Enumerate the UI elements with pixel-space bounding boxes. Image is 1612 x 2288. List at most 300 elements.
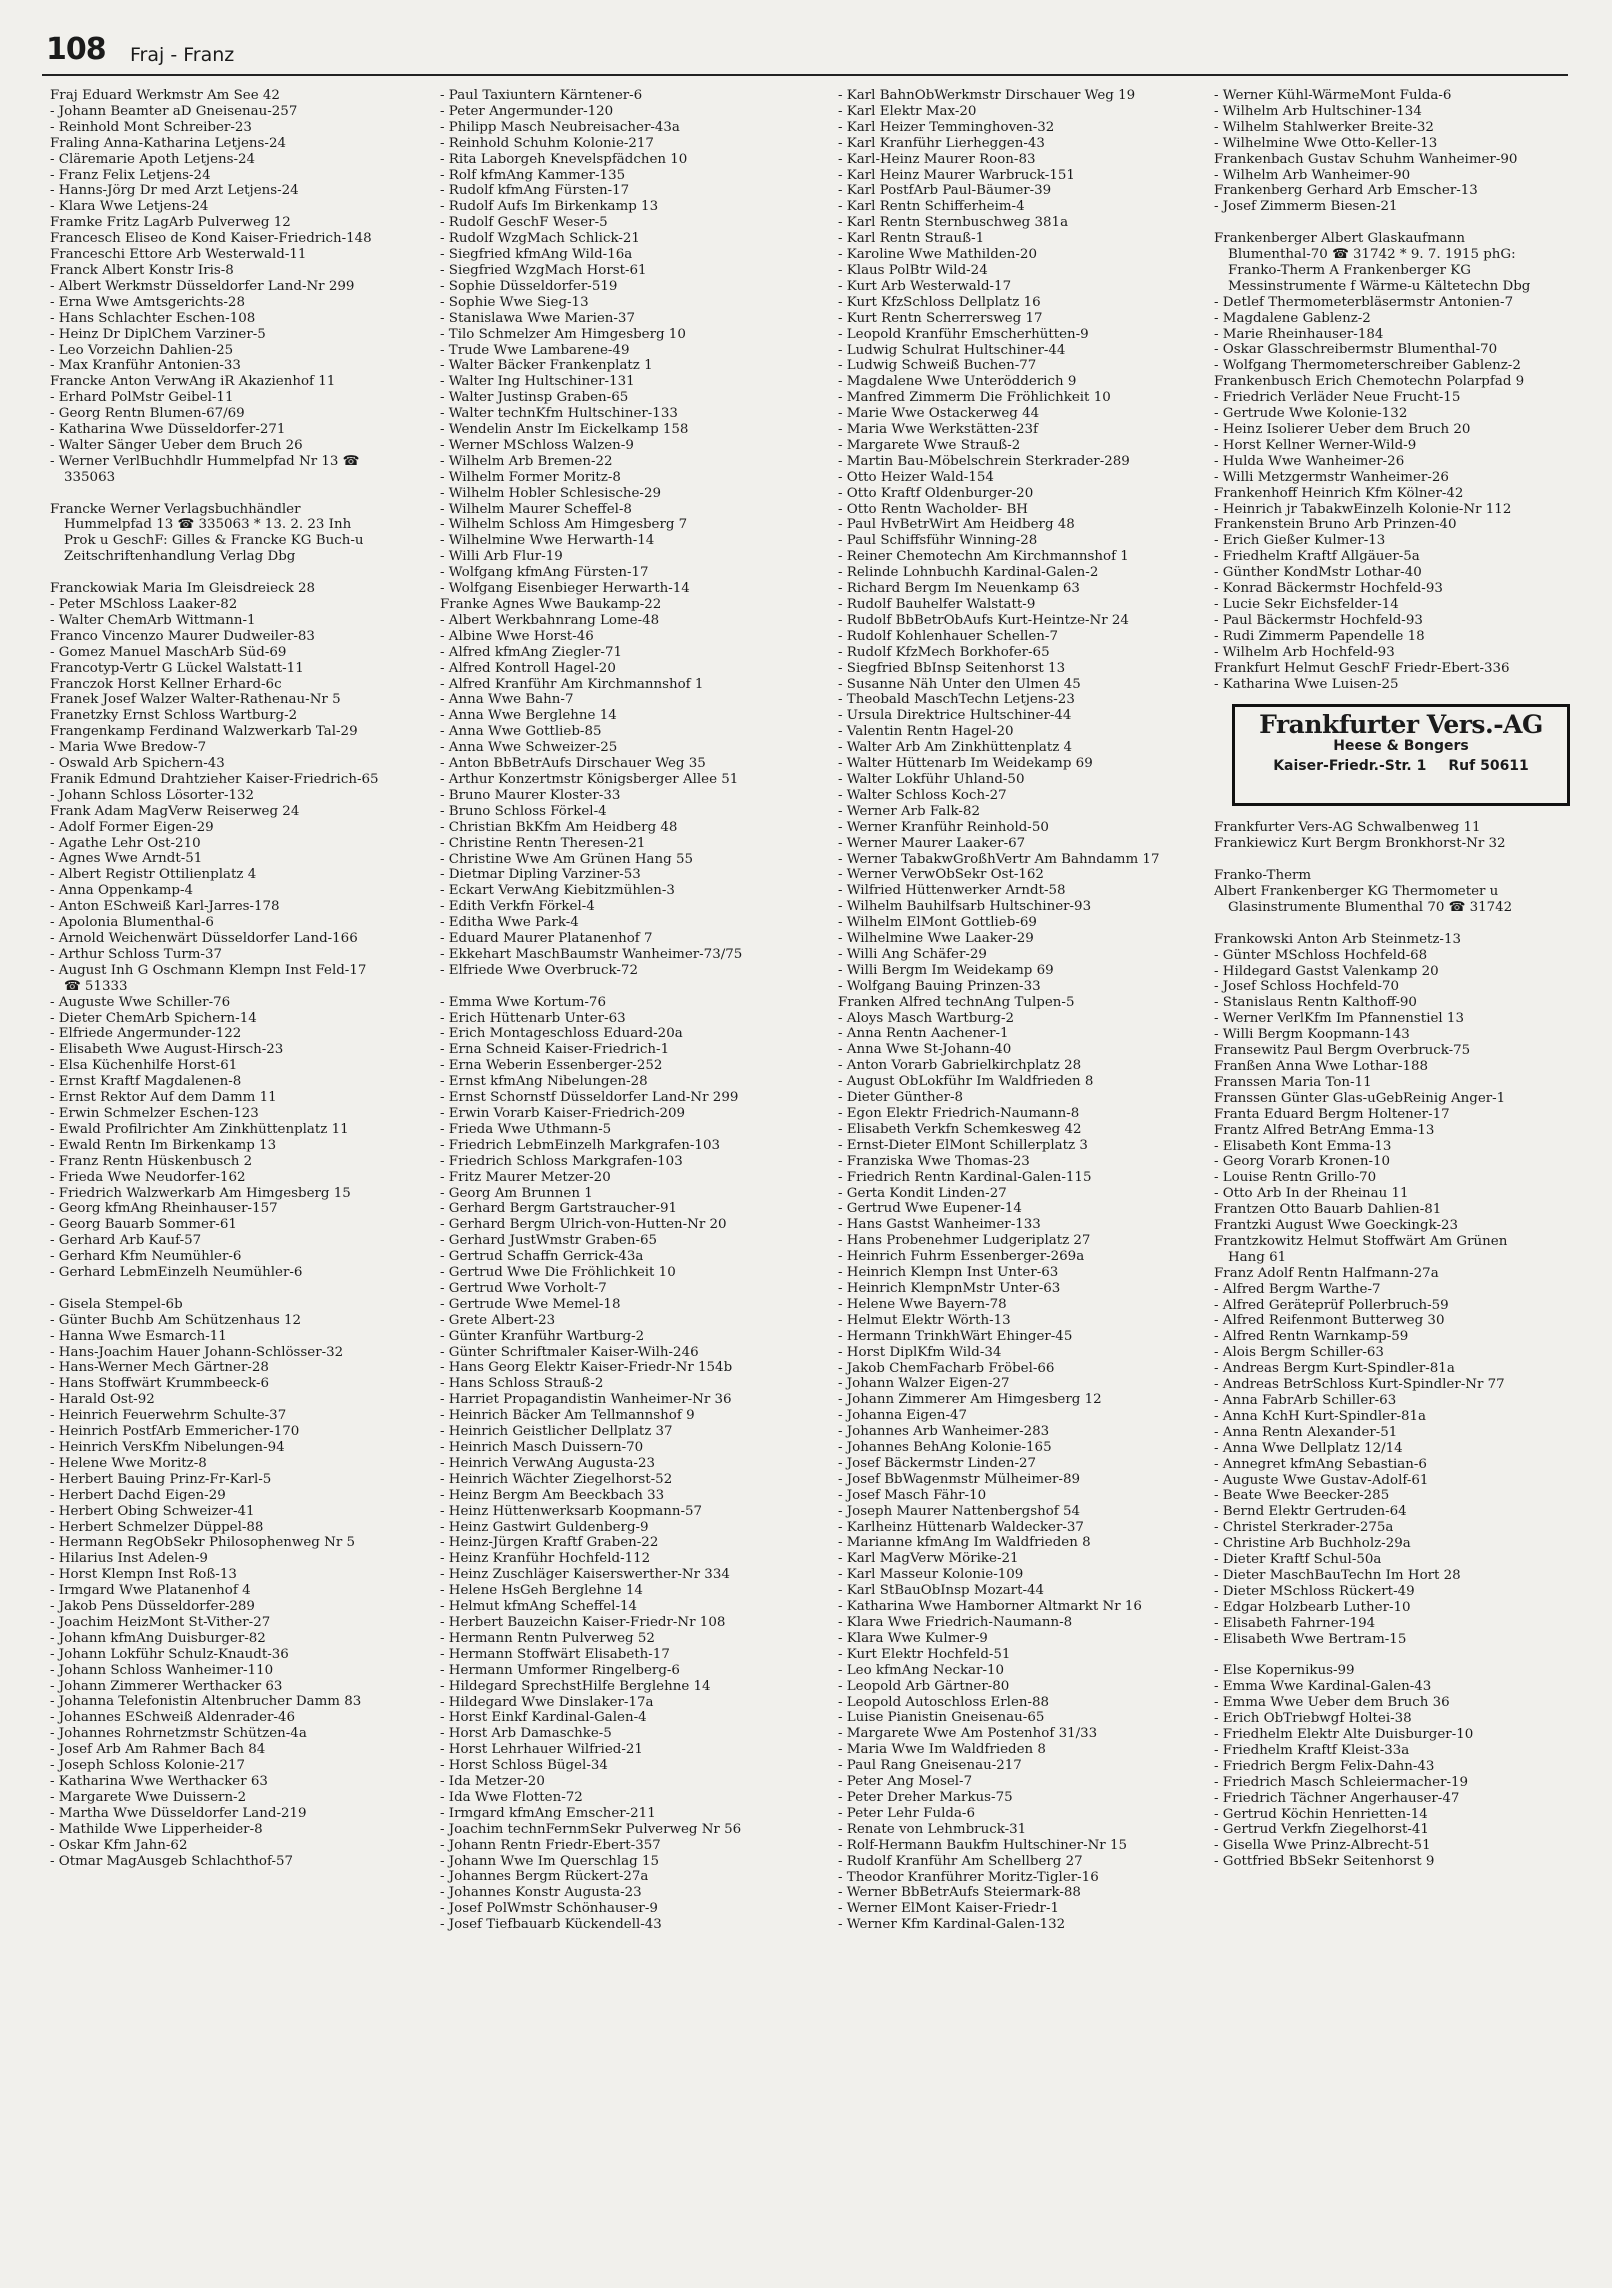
directory-entry: - Friedrich Verläder Neue Frucht-15: [1214, 390, 1546, 406]
spacer: [1214, 852, 1546, 868]
directory-entry: - Wilhelmine Wwe Otto-Keller-13: [1214, 136, 1546, 152]
directory-entry: - Joseph Schloss Kolonie-217: [50, 1758, 382, 1774]
directory-entry: - Gerhard Kfm Neumühler-6: [50, 1249, 382, 1265]
spacer: [1214, 1648, 1546, 1664]
directory-entry: - Johannes Arb Wanheimer-283: [838, 1424, 1170, 1440]
directory-entry: - Hermann Umformer Ringelberg-6: [440, 1663, 772, 1679]
directory-entry: - Paul Schiffsführ Winning-28: [838, 533, 1170, 549]
directory-entry: - Ludwig Schweiß Buchen-77: [838, 358, 1170, 374]
directory-entry: - Anna Wwe Bahn-7: [440, 692, 772, 708]
advert-subtitle: Heese & Bongers: [1333, 738, 1469, 755]
directory-entry: - Werner BbBetrAufs Steiermark-88: [838, 1885, 1170, 1901]
directory-entry: - Katharina Wwe Werthacker 63: [50, 1774, 382, 1790]
directory-entry: - Peter Angermunder-120: [440, 104, 772, 120]
directory-entry: - Franziska Wwe Thomas-23: [838, 1154, 1170, 1170]
directory-entry: - Helene Wwe Bayern-78: [838, 1297, 1170, 1313]
directory-entry: - Rudolf Aufs Im Birkenkamp 13: [440, 199, 772, 215]
directory-entry: - Frieda Wwe Uthmann-5: [440, 1122, 772, 1138]
directory-entry: Franssen Maria Ton-11: [1214, 1074, 1372, 1090]
directory-entry: - Theobald MaschTechn Letjens-23: [838, 692, 1170, 708]
directory-entry: - Helmut Elektr Wörth-13: [838, 1313, 1170, 1329]
directory-entry: - Gerta Kondit Linden-27: [838, 1186, 1170, 1202]
directory-entry: - Andreas BetrSchloss Kurt-Spindler-Nr 77: [1214, 1377, 1546, 1393]
directory-entry: - Hans-Joachim Hauer Johann-Schlösser-32: [50, 1345, 382, 1361]
directory-entry: Frantzen Otto Bauarb Dahlien-81: [1214, 1202, 1442, 1218]
directory-entry: - Sophie Wwe Sieg-13: [440, 295, 772, 311]
directory-entry: - Klara Wwe Letjens-24: [50, 199, 382, 215]
directory-entry: - Alfred kfmAng Ziegler-71: [440, 645, 772, 661]
directory-entry: - Hanna Wwe Esmarch-11: [50, 1329, 382, 1345]
directory-entry: - Wilhelm Schloss Am Himgesberg 7: [440, 517, 772, 533]
directory-entry: - Oskar Glasschreibermstr Blumenthal-70: [1214, 342, 1546, 358]
directory-entry: Franetzky Ernst Schloss Wartburg-2: [50, 708, 298, 724]
directory-entry: - Wilhelm Arb Wanheimer-90: [1214, 168, 1546, 184]
directory-entry: Frantz Alfred BetrAng Emma-13: [1214, 1122, 1435, 1138]
directory-entry: - Rudolf Kohlenhauer Schellen-7: [838, 629, 1170, 645]
directory-entry: - Wilhelmine Wwe Laaker-29: [838, 931, 1170, 947]
directory-entry: - Rudolf Bauhelfer Walstatt-9: [838, 597, 1170, 613]
directory-entry: - Stanislaus Rentn Kalthoff-90: [1214, 995, 1546, 1011]
directory-entry: - Martin Bau-Möbelschrein Sterkrader-289: [838, 454, 1170, 470]
directory-entry: - Emma Wwe Kardinal-Galen-43: [1214, 1679, 1546, 1695]
directory-entry: Franck Albert Konstr Iris-8: [50, 262, 234, 278]
directory-entry: - Karl Rentn Schifferheim-4: [838, 199, 1170, 215]
directory-entry: - Christian BkKfm Am Heidberg 48: [440, 820, 772, 836]
directory-entry: - Detlef Thermometerbläsermstr Antonien-7: [1214, 295, 1546, 311]
directory-entry: Frankiewicz Kurt Bergm Bronkhorst-Nr 32: [1214, 836, 1506, 852]
directory-entry: - Karl StBauObInsp Mozart-44: [838, 1583, 1170, 1599]
directory-entry: - Peter Ang Mosel-7: [838, 1774, 1170, 1790]
directory-entry: - Johannes Konstr Augusta-23: [440, 1885, 772, 1901]
directory-entry: - Josef Schloss Hochfeld-70: [1214, 979, 1546, 995]
directory-entry: Frankfurter Vers-AG Schwalbenweg 11: [1214, 820, 1481, 836]
directory-entry: - Horst Klempn Inst Roß-13: [50, 1567, 382, 1583]
directory-entry: - Karl MagVerw Mörike-21: [838, 1551, 1170, 1567]
directory-entry: - Erna Wwe Amtsgerichts-28: [50, 295, 382, 311]
directory-entry: - Horst Kellner Werner-Wild-9: [1214, 438, 1546, 454]
directory-entry: - Friedrich Bergm Felix-Dahn-43: [1214, 1759, 1546, 1775]
directory-entry: - Louise Rentn Grillo-70: [1214, 1170, 1546, 1186]
directory-entry: - Johann Walzer Eigen-27: [838, 1376, 1170, 1392]
directory-entry: - Werner VerwObSekr Ost-162: [838, 867, 1170, 883]
directory-entry: - Katharina Wwe Hamborner Altmarkt Nr 16: [838, 1599, 1170, 1615]
directory-entry: - Auguste Wwe Gustav-Adolf-61: [1214, 1473, 1546, 1489]
directory-entry: Franz Adolf Rentn Halfmann-27a: [1214, 1265, 1439, 1281]
directory-entry: - Josef Tiefbauarb Kückendell-43: [440, 1917, 772, 1933]
directory-entry: - Karlheinz Hüttenarb Waldecker-37: [838, 1520, 1170, 1536]
directory-entry: - Erich Gießer Kulmer-13: [1214, 533, 1546, 549]
directory-entry: - Werner Kranführ Reinhold-50: [838, 820, 1170, 836]
directory-entry: - Hermann Stoffwärt Elisabeth-17: [440, 1647, 772, 1663]
directory-entry: - Rudolf Kranführ Am Schellberg 27: [838, 1854, 1170, 1870]
directory-entry: - Johann Wwe Im Querschlag 15: [440, 1854, 772, 1870]
directory-entry: - Ida Wwe Flotten-72: [440, 1790, 772, 1806]
directory-entry: - Karl BahnObWerkmstr Dirschauer Weg 19: [838, 88, 1170, 104]
directory-entry: - Edgar Holzbearb Luther-10: [1214, 1600, 1546, 1616]
directory-entry: - Editha Wwe Park-4: [440, 915, 772, 931]
directory-entry: - Georg Rentn Blumen-67/69: [50, 406, 382, 422]
advert-box: [1232, 704, 1570, 806]
directory-entry: - Maria Wwe Im Waldfrieden 8: [838, 1742, 1170, 1758]
directory-entry: - Hans-Werner Mech Gärtner-28: [50, 1360, 382, 1376]
directory-entry: - Leopold Arb Gärtner-80: [838, 1679, 1170, 1695]
directory-entry: - Friedrich LebmEinzelh Markgrafen-103: [440, 1138, 772, 1154]
directory-entry: - Konrad Bäckermstr Hochfeld-93: [1214, 581, 1546, 597]
directory-entry: - Marianne kfmAng Im Waldfrieden 8: [838, 1535, 1170, 1551]
directory-entry: - Werner ElMont Kaiser-Friedr-1: [838, 1901, 1170, 1917]
directory-entry: - Gottfried BbSekr Seitenhorst 9: [1214, 1854, 1546, 1870]
directory-entry: Frankowski Anton Arb Steinmetz-13: [1214, 931, 1461, 947]
directory-entry: - Günter Kranführ Wartburg-2: [440, 1329, 772, 1345]
directory-entry: - Karl Rentn Strauß-1: [838, 231, 1170, 247]
directory-entry: - Gertrude Wwe Memel-18: [440, 1297, 772, 1313]
column-4: [1214, 88, 1546, 1870]
directory-entry: - Andreas Bergm Kurt-Spindler-81a: [1214, 1361, 1546, 1377]
directory-entry: - Peter Dreher Markus-75: [838, 1790, 1170, 1806]
directory-entry: - Harald Ost-92: [50, 1392, 382, 1408]
directory-entry: - Arnold Weichenwärt Düsseldorfer Land-166: [50, 931, 382, 947]
directory-entry: - Martha Wwe Düsseldorfer Land-219: [50, 1806, 382, 1822]
directory-entry: - Maria Wwe Werkstätten-23f: [838, 422, 1170, 438]
directory-entry: - Heinrich Bäcker Am Tellmannshof 9: [440, 1408, 772, 1424]
directory-entry: Frank Adam MagVerw Reiserweg 24: [50, 803, 300, 819]
directory-entry: Framke Fritz LagArb Pulverweg 12: [50, 215, 291, 231]
directory-entry: - Lucie Sekr Eichsfelder-14: [1214, 597, 1546, 613]
directory-entry: - Gertrude Wwe Kolonie-132: [1214, 406, 1546, 422]
directory-entry: - Gertrud Verkfn Ziegelhorst-41: [1214, 1822, 1546, 1838]
directory-entry: - Emma Wwe Ueber dem Bruch 36: [1214, 1695, 1546, 1711]
directory-entry: - Heinz Isolierer Ueber dem Bruch 20: [1214, 422, 1546, 438]
directory-entry: - Aloys Masch Wartburg-2: [838, 1011, 1170, 1027]
directory-entry: - Marie Wwe Ostackerweg 44: [838, 406, 1170, 422]
directory-entry: - Dieter ChemArb Spichern-14: [50, 1011, 382, 1027]
directory-entry: - Paul Bäckermstr Hochfeld-93: [1214, 613, 1546, 629]
directory-entry: - August Inh G Oschmann Klempn Inst Feld-17 ☎ 51333: [50, 963, 382, 995]
directory-entry: - Emma Wwe Kortum-76: [440, 995, 772, 1011]
spacer: [1214, 916, 1546, 932]
directory-entry: - Heinrich Feuerwehrm Schulte-37: [50, 1408, 382, 1424]
directory-entry: - Walter Bäcker Frankenplatz 1: [440, 358, 772, 374]
directory-entry: - Klara Wwe Kulmer-9: [838, 1631, 1170, 1647]
directory-entry: Frankenbusch Erich Chemotechn Polarpfad 9: [1214, 374, 1525, 390]
directory-entry: - Josef PolWmstr Schönhauser-9: [440, 1901, 772, 1917]
directory-entry: - Johannes Bergm Rückert-27a: [440, 1869, 772, 1885]
directory-entry: - Albine Wwe Horst-46: [440, 629, 772, 645]
directory-entry: - Grete Albert-23: [440, 1313, 772, 1329]
directory-entry: - Christine Rentn Theresen-21: [440, 836, 772, 852]
directory-entry: - Horst Schloss Bügel-34: [440, 1758, 772, 1774]
directory-entry: - Werner Maurer Laaker-67: [838, 836, 1170, 852]
directory-entry: - Dieter MaschBauTechn Im Hort 28: [1214, 1568, 1546, 1584]
spacer: [50, 1281, 382, 1297]
directory-entry: - Gertrud Wwe Die Fröhlichkeit 10: [440, 1265, 772, 1281]
directory-entry: - Sophie Düsseldorfer-519: [440, 279, 772, 295]
directory-entry: - Anna Wwe Dellplatz 12/14: [1214, 1441, 1546, 1457]
directory-entry: - Ewald Rentn Im Birkenkamp 13: [50, 1138, 382, 1154]
directory-entry: - Karl Heinz Maurer Warbruck-151: [838, 168, 1170, 184]
advert-address-line: [1235, 759, 1567, 775]
directory-entry: - Irmgard kfmAng Emscher-211: [440, 1806, 772, 1822]
directory-entry: - Rudolf GeschF Weser-5: [440, 215, 772, 231]
directory-entry: - Rolf-Hermann Baukfm Hultschiner-Nr 15: [838, 1838, 1170, 1854]
directory-entry: Frankenberger Albert Glaskaufmann Blumenthal-70 ☎ 31742 * 9. 7. 1915 phG: Franko-Therm A Frankenberger KG Messinstrumente f Wärme-u Kältetechn Dbg: [1214, 231, 1531, 294]
directory-entry: - Georg kfmAng Rheinhauser-157: [50, 1201, 382, 1217]
directory-entry: Frangenkamp Ferdinand Walzwerkarb Tal-29: [50, 724, 358, 740]
directory-entry: - Walter Arb Am Zinkhüttenplatz 4: [838, 740, 1170, 756]
directory-entry: - Hulda Wwe Wanheimer-26: [1214, 454, 1546, 470]
directory-entry: Franßen Anna Wwe Lothar-188: [1214, 1058, 1429, 1074]
directory-entry: - Elsa Küchenhilfe Horst-61: [50, 1058, 382, 1074]
directory-entry: Frankenbach Gustav Schuhm Wanheimer-90: [1214, 151, 1518, 167]
directory-entry: - Gomez Manuel MaschArb Süd-69: [50, 645, 382, 661]
directory-entry: - Gertrud Wwe Vorholt-7: [440, 1281, 772, 1297]
directory-entry: - Karl Elektr Max-20: [838, 104, 1170, 120]
directory-entry: - Apolonia Blumenthal-6: [50, 915, 382, 931]
directory-entry: - Willi Bergm Koopmann-143: [1214, 1027, 1546, 1043]
directory-entry: - Ludwig Schulrat Hultschiner-44: [838, 343, 1170, 359]
directory-entry: Franckowiak Maria Im Gleisdreieck 28: [50, 581, 316, 597]
directory-entry: - Marie Rheinhauser-184: [1214, 327, 1546, 343]
directory-entry: Franik Edmund Drahtzieher Kaiser-Friedrich-65: [50, 771, 379, 787]
directory-entry: - Margarete Wwe Am Postenhof 31/33: [838, 1726, 1170, 1742]
directory-entry: - Rudolf WzgMach Schlick-21: [440, 231, 772, 247]
directory-entry: - Günter MSchloss Hochfeld-68: [1214, 948, 1546, 964]
directory-entry: - Josef Bäckermstr Linden-27: [838, 1456, 1170, 1472]
directory-entry: - Klaus PolBtr Wild-24: [838, 263, 1170, 279]
directory-entry: - Hans Schloss Strauß-2: [440, 1376, 772, 1392]
directory-entry: - Georg Vorarb Kronen-10: [1214, 1154, 1546, 1170]
directory-entry: Francotyp-Vertr G Lückel Walstatt-11: [50, 660, 304, 676]
directory-entry: - Herbert Obing Schweizer-41: [50, 1504, 382, 1520]
column-2: [440, 88, 772, 1933]
directory-entry: - Alfred Bergm Warthe-7: [1214, 1282, 1546, 1298]
directory-entry: - Hermann TrinkhWärt Ehinger-45: [838, 1329, 1170, 1345]
directory-entry: - Wolfgang Thermometerschreiber Gablenz-2: [1214, 358, 1546, 374]
directory-entry: - Arthur Schloss Turm-37: [50, 947, 382, 963]
directory-entry: - Karl Heizer Temminghoven-32: [838, 120, 1170, 136]
directory-entry: - Christine Wwe Am Grünen Hang 55: [440, 852, 772, 868]
directory-entry: - Josef BbWagenmstr Mülheimer-89: [838, 1472, 1170, 1488]
directory-entry: - Paul Rang Gneisenau-217: [838, 1758, 1170, 1774]
directory-entry: - Wilhelm ElMont Gottlieb-69: [838, 915, 1170, 931]
directory-entry: - Heinz Dr DiplChem Varziner-5: [50, 327, 382, 343]
spacer: [440, 979, 772, 995]
directory-entry: - Anna Wwe Gottlieb-85: [440, 724, 772, 740]
directory-entry: - Dietmar Dipling Varziner-53: [440, 867, 772, 883]
directory-entry: Frankfurt Helmut GeschF Friedr-Ebert-336: [1214, 660, 1510, 676]
directory-entry: - Magdalene Gablenz-2: [1214, 311, 1546, 327]
directory-entry: - Erna Weberin Essenberger-252: [440, 1058, 772, 1074]
directory-entry: - Wilhelm Hobler Schlesische-29: [440, 486, 772, 502]
directory-entry: - Wilhelmine Wwe Herwarth-14: [440, 533, 772, 549]
directory-entry: - Albert Werkbahnrang Lome-48: [440, 613, 772, 629]
directory-entry: - Frieda Wwe Neudorfer-162: [50, 1170, 382, 1186]
directory-entry: - Elfriede Wwe Overbruck-72: [440, 963, 772, 979]
directory-entry: - Bernd Elektr Gertruden-64: [1214, 1504, 1546, 1520]
directory-entry: - Johann Beamter aD Gneisenau-257: [50, 104, 382, 120]
directory-entry: - Heinrich KlempnMstr Unter-63: [838, 1281, 1170, 1297]
directory-entry: - Walter Lokführ Uhland-50: [838, 772, 1170, 788]
directory-entry: - Egon Elektr Friedrich-Naumann-8: [838, 1106, 1170, 1122]
directory-entry: - Karl PostfArb Paul-Bäumer-39: [838, 183, 1170, 199]
page-number: 108: [46, 32, 106, 67]
directory-entry: - Johannes Rohrnetzmstr Schützen-4a: [50, 1726, 382, 1742]
directory-entry: - Horst Einkf Kardinal-Galen-4: [440, 1710, 772, 1726]
directory-entry: - Walter ChemArb Wittmann-1: [50, 613, 382, 629]
directory-entry: - Heinz Zuschläger Kaiserswerther-Nr 334: [440, 1567, 772, 1583]
directory-entry: - Werner VerlKfm Im Pfannenstiel 13: [1214, 1011, 1546, 1027]
directory-entry: - Anna KchH Kurt-Spindler-81a: [1214, 1409, 1546, 1425]
directory-entry: - Helmut kfmAng Scheffel-14: [440, 1599, 772, 1615]
directory-entry: - Tilo Schmelzer Am Himgesberg 10: [440, 327, 772, 343]
directory-entry: - Eduard Maurer Platanenhof 7: [440, 931, 772, 947]
page-range: Fraj - Franz: [130, 44, 235, 66]
directory-entry: - Mathilde Wwe Lipperheider-8: [50, 1822, 382, 1838]
directory-entry: - Gertrud Schaffn Gerrick-43a: [440, 1249, 772, 1265]
directory-entry: - Rita Laborgeh Knevelspfädchen 10: [440, 152, 772, 168]
advert-phone: Ruf 50611: [1448, 758, 1529, 775]
directory-entry: - Johann Schloss Lösorter-132: [50, 788, 382, 804]
directory-entry: - Elisabeth Verkfn Schemkesweg 42: [838, 1122, 1170, 1138]
directory-entry: - Heinz Hüttenwerksarb Koopmann-57: [440, 1504, 772, 1520]
directory-entry: - Karl Masseur Kolonie-109: [838, 1567, 1170, 1583]
directory-entry: - Siegfried BbInsp Seitenhorst 13: [838, 661, 1170, 677]
directory-entry: - Anna Rentn Aachener-1: [838, 1026, 1170, 1042]
directory-entry: - Leopold Autoschloss Erlen-88: [838, 1695, 1170, 1711]
directory-entry: - Agathe Lehr Ost-210: [50, 836, 382, 852]
directory-entry: - Friedhelm Elektr Alte Duisburger-10: [1214, 1727, 1546, 1743]
directory-entry: - Ursula Direktrice Hultschiner-44: [838, 708, 1170, 724]
directory-entry: Fraling Anna-Katharina Letjens-24: [50, 135, 286, 151]
directory-entry: - Erich Hüttenarb Unter-63: [440, 1011, 772, 1027]
directory-entry: - Anna Oppenkamp-4: [50, 883, 382, 899]
directory-entry: - Relinde Lohnbuchh Kardinal-Galen-2: [838, 565, 1170, 581]
directory-entry: - Horst Lehrhauer Wilfried-21: [440, 1742, 772, 1758]
directory-entry: - Werner Arb Falk-82: [838, 804, 1170, 820]
directory-entry: Frantzkowitz Helmut Stoffwärt Am Grünen Hang 61: [1214, 1233, 1508, 1265]
directory-entry: - Werner Kühl-WärmeMont Fulda-6: [1214, 88, 1546, 104]
directory-entry: - Jakob Pens Düsseldorfer-289: [50, 1599, 382, 1615]
directory-entry: - Gerhard Bergm Gartstraucher-91: [440, 1201, 772, 1217]
directory-entry: - Johannes BehAng Kolonie-165: [838, 1440, 1170, 1456]
directory-entry: - Wolfgang kfmAng Fürsten-17: [440, 565, 772, 581]
directory-entry: - Friedhelm Kraftf Kleist-33a: [1214, 1743, 1546, 1759]
directory-entry: - Trude Wwe Lambarene-49: [440, 343, 772, 359]
directory-entry: - Paul Taxiuntern Kärntener-6: [440, 88, 772, 104]
directory-entry: Franceschi Ettore Arb Westerwald-11: [50, 247, 307, 263]
directory-entry: - Heinrich Masch Duissern-70: [440, 1440, 772, 1456]
directory-entry: - Anna Wwe Schweizer-25: [440, 740, 772, 756]
directory-entry: - Leopold Kranführ Emscherhütten-9: [838, 327, 1170, 343]
directory-entry: - Hanns-Jörg Dr med Arzt Letjens-24: [50, 183, 382, 199]
directory-entry: - Oswald Arb Spichern-43: [50, 756, 382, 772]
directory-entry: - Erich ObTriebwgf Holtei-38: [1214, 1711, 1546, 1727]
directory-entry: - Anna Wwe St-Johann-40: [838, 1042, 1170, 1058]
directory-entry: - Ernst Kraftf Magdalenen-8: [50, 1074, 382, 1090]
directory-entry: Francke Werner Verlagsbuchhändler Hummelpfad 13 ☎ 335063 * 13. 2. 23 Inh Prok u GeschF: Gilles & Francke KG Buch-u Zeitschriftenhandlung Verlag Dbg: [50, 501, 364, 565]
directory-entry: - Stanislawa Wwe Marien-37: [440, 311, 772, 327]
directory-entry: - Klara Wwe Friedrich-Naumann-8: [838, 1615, 1170, 1631]
directory-entry: - Anton BbBetrAufs Dirschauer Weg 35: [440, 756, 772, 772]
directory-entry: - Ekkehart MaschBaumstr Wanheimer-73/75: [440, 947, 772, 963]
directory-entry: - Ernst Schornstf Düsseldorfer Land-Nr 299: [440, 1090, 772, 1106]
directory-entry: - Anna FabrArb Schiller-63: [1214, 1393, 1546, 1409]
directory-entry: - Walter Justinsp Graben-65: [440, 390, 772, 406]
directory-entry: - Gerhard Bergm Ulrich-von-Hutten-Nr 20: [440, 1217, 772, 1233]
directory-entry: - Josef Masch Fähr-10: [838, 1488, 1170, 1504]
directory-entry: - Bruno Schloss Förkel-4: [440, 804, 772, 820]
directory-entry: - Gisella Wwe Prinz-Albrecht-51: [1214, 1838, 1546, 1854]
spacer: [50, 565, 382, 581]
directory-entry: - Siegfried kfmAng Wild-16a: [440, 247, 772, 263]
directory-entry: - Gerhard LebmEinzelh Neumühler-6: [50, 1265, 382, 1281]
directory-entry: - Karl-Heinz Maurer Roon-83: [838, 152, 1170, 168]
directory-entry: - Günther KondMstr Lothar-40: [1214, 565, 1546, 581]
directory-entry: - Agnes Wwe Arndt-51: [50, 851, 382, 867]
directory-entry: - Cläremarie Apoth Letjens-24: [50, 152, 382, 168]
directory-entry: Franek Josef Walzer Walter-Rathenau-Nr 5: [50, 692, 341, 708]
directory-entry: - Heinrich Klempn Inst Unter-63: [838, 1265, 1170, 1281]
directory-entry: - Erhard PolMstr Geibel-11: [50, 390, 382, 406]
directory-entry: - Günter Schriftmaler Kaiser-Wilh-246: [440, 1345, 772, 1361]
directory-entry: - Maria Wwe Bredow-7: [50, 740, 382, 756]
directory-entry: - Erwin Schmelzer Eschen-123: [50, 1106, 382, 1122]
directory-entry: - Bruno Maurer Kloster-33: [440, 788, 772, 804]
spacer: [50, 486, 382, 502]
directory-entry: - Joachim HeizMont St-Vither-27: [50, 1615, 382, 1631]
directory-entry: - Hermann RegObSekr Philosophenweg Nr 5: [50, 1535, 382, 1551]
directory-entry: - Johann kfmAng Duisburger-82: [50, 1631, 382, 1647]
directory-entry: - Erich Montageschloss Eduard-20a: [440, 1026, 772, 1042]
directory-entry: - Alfred Rentn Warnkamp-59: [1214, 1329, 1546, 1345]
directory-entry: - Hilarius Inst Adelen-9: [50, 1551, 382, 1567]
directory-entry: - Heinrich VersKfm Nibelungen-94: [50, 1440, 382, 1456]
directory-entry: - Anton Vorarb Gabrielkirchplatz 28: [838, 1058, 1170, 1074]
directory-entry: - Albert Registr Ottilienplatz 4: [50, 867, 382, 883]
advert-title: Frankfurter Vers.-AG: [1259, 710, 1543, 740]
directory-entry: - Otto Kraftf Oldenburger-20: [838, 486, 1170, 502]
directory-entry: - Siegfried WzgMach Horst-61: [440, 263, 772, 279]
directory-entry: - Franz Rentn Hüskenbusch 2: [50, 1154, 382, 1170]
directory-entry: - Karl Rentn Sternbuschweg 381a: [838, 215, 1170, 231]
directory-entry: - Leo kfmAng Neckar-10: [838, 1663, 1170, 1679]
directory-entry: - Alfred Kontroll Hagel-20: [440, 661, 772, 677]
directory-entry: - Gerhard JustWmstr Graben-65: [440, 1233, 772, 1249]
directory-entry: - Jakob ChemFacharb Fröbel-66: [838, 1361, 1170, 1377]
directory-entry: - Walter Ing Hultschiner-131: [440, 374, 772, 390]
directory-entry: - Friedrich Walzwerkarb Am Himgesberg 15: [50, 1186, 382, 1202]
directory-entry: - Heinrich VerwAng Augusta-23: [440, 1456, 772, 1472]
directory-entry: - Walter technKfm Hultschiner-133: [440, 406, 772, 422]
directory-entry: - Adolf Former Eigen-29: [50, 820, 382, 836]
directory-entry: - Gerhard Arb Kauf-57: [50, 1233, 382, 1249]
directory-entry: - Johannes ESchweiß Aldenrader-46: [50, 1710, 382, 1726]
directory-entry: - Peter MSchloss Laaker-82: [50, 597, 382, 613]
directory-entry: - Wilhelm Bauhilfsarb Hultschiner-93: [838, 899, 1170, 915]
directory-entry: - Hildegard Gastst Valenkamp 20: [1214, 964, 1546, 980]
directory-entry: - Paul HvBetrWirt Am Heidberg 48: [838, 517, 1170, 533]
directory-entry: - Herbert Schmelzer Düppel-88: [50, 1520, 382, 1536]
directory-entry: - Kurt Arb Westerwald-17: [838, 279, 1170, 295]
directory-entry: - Rudolf BbBetrObAufs Kurt-Heintze-Nr 24: [838, 613, 1170, 629]
directory-entry: - Christine Arb Buchholz-29a: [1214, 1536, 1546, 1552]
directory-entry: - Alfred Kranführ Am Kirchmannshof 1: [440, 677, 772, 693]
directory-entry: - Hildegard Wwe Dinslaker-17a: [440, 1695, 772, 1711]
directory-entry: - Johanna Eigen-47: [838, 1408, 1170, 1424]
directory-entry: - Friedrich Rentn Kardinal-Galen-115: [838, 1170, 1170, 1186]
directory-entry: - Katharina Wwe Düsseldorfer-271: [50, 422, 382, 438]
directory-entry: Frantzki August Wwe Goeckingk-23: [1214, 1218, 1459, 1234]
